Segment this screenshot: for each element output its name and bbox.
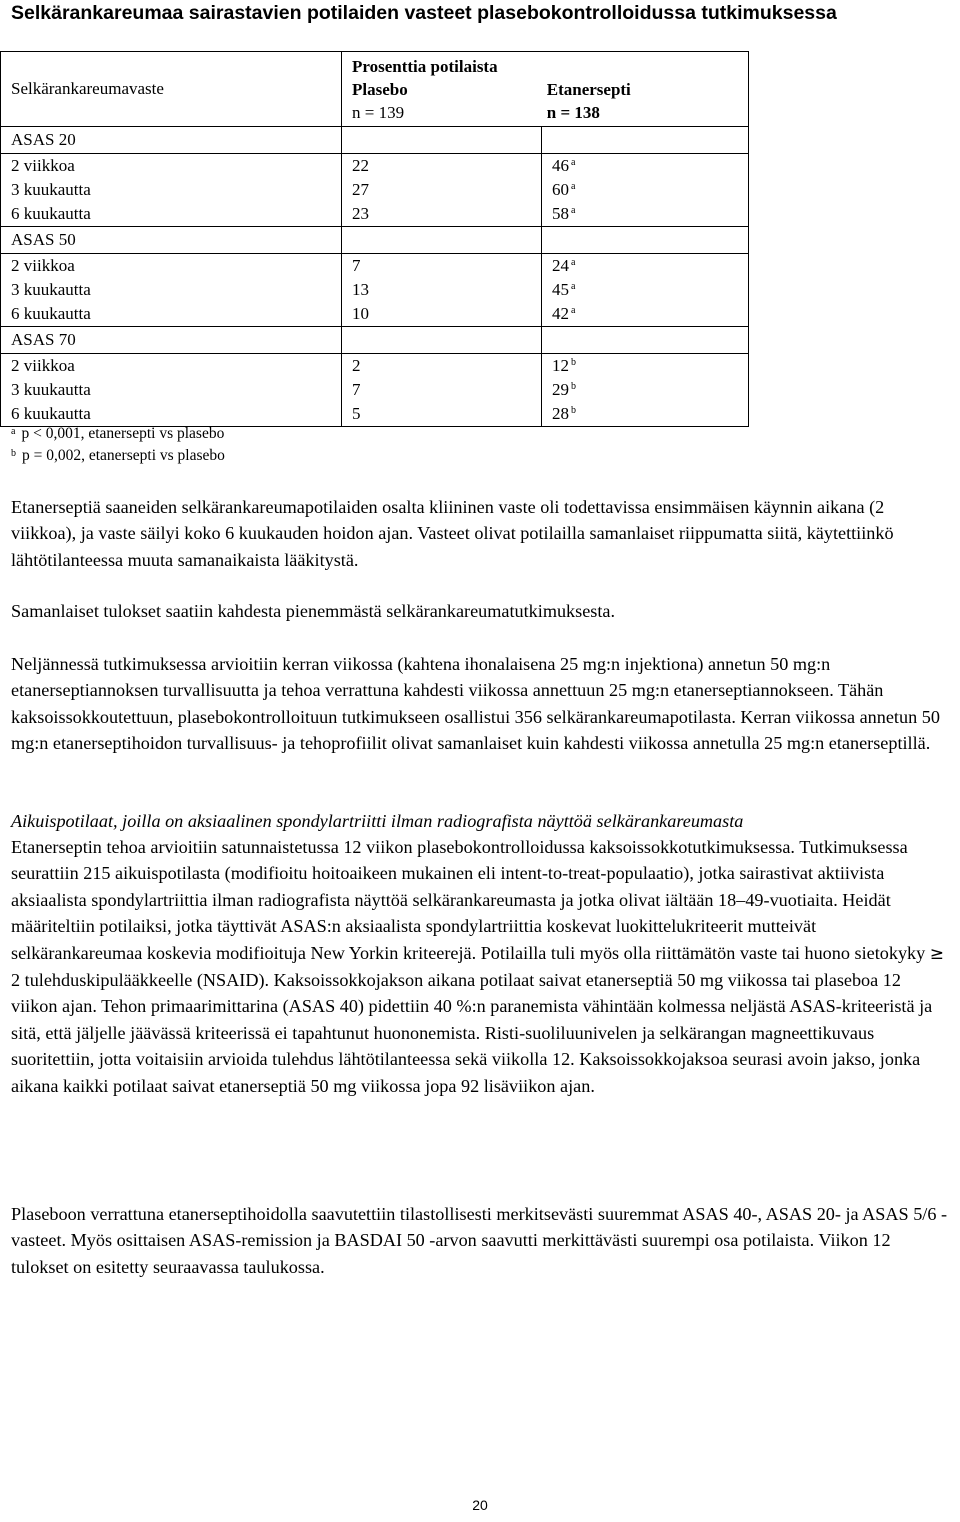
group-empty-cell xyxy=(542,227,749,254)
table-row xyxy=(1,178,749,202)
greater-equal-symbol: ≥ xyxy=(929,943,945,964)
placebo-cell: 7 xyxy=(342,254,542,279)
placebo-cell: 7 xyxy=(342,378,542,402)
placebo-cell: 27 xyxy=(342,178,542,202)
group-empty-cell xyxy=(342,227,542,254)
etanercept-cell xyxy=(542,302,749,327)
response-table xyxy=(0,51,749,427)
etanercept-value: 24 xyxy=(552,256,569,275)
footnote-b xyxy=(11,445,225,467)
placebo-header: Plasebo xyxy=(352,79,408,99)
time-cell: 3 kuukautta xyxy=(1,278,342,302)
time-cell: 6 kuukautta xyxy=(1,202,342,227)
etanercept-cell xyxy=(542,354,749,379)
footnote-text: p < 0,001, etanersepti vs plasebo xyxy=(21,425,225,442)
etanercept-cell xyxy=(542,254,749,279)
footnote-mark: b xyxy=(11,447,16,459)
table-row xyxy=(1,154,749,179)
etanercept-value: 28 xyxy=(552,404,569,423)
placebo-cell: 10 xyxy=(342,302,542,327)
paragraph-text-part: Etanerseptin tehoa arvioitiin satunnaistetussa 12 viikon plasebokontrolloidussa kaksoissokkotutkimuksessa. Tutkimuksessa seurattiin 215 aikuispotilasta (modifioitu hoitoaikeen mukainen eli intent-to-treat-populaatio), jotka sairastivat aktiivista aksiaalista spondylartriittia ilman radiografista näyttöä selkärankareumasta ja jotka olivat iältään 18–49-vuotiaita. Heidät määriteltiin potilaiksi, jotka täyttivät ASAS:n aksiaalista spondylartriittia koskevat luokittelukriteerit mutteivät selkärankareumaa koskevia modifioituja New Yorkin kriteerejä. Potilailla tuli myös olla riittämätön vaste tai huono sietokyky xyxy=(11,837,930,963)
paragraph-axial-spa-study xyxy=(11,834,951,1099)
etanercept-cell xyxy=(542,378,749,402)
group-row-asas20 xyxy=(1,127,749,154)
paragraph-smaller-studies: Samanlaiset tulokset saatiin kahdesta pienemmästä selkärankareumatutkimuksesta. xyxy=(11,601,616,621)
time-cell: 3 kuukautta xyxy=(1,178,342,202)
significance-mark: a xyxy=(571,157,576,168)
etanercept-n: n = 138 xyxy=(546,102,600,122)
etanercept-cell xyxy=(542,278,749,302)
paragraph-fourth-study: Neljännessä tutkimuksessa arvioitiin kerran viikossa (kahtena ihonalaisena 25 mg:n injektiona) annetun 50 mg:n etanerseptiannoksen turvallisuutta ja tehoa verrattuna kahdesti viikossa annettuun 25 mg:n etanerseptiannokseen. Tähän kaksoissokkoutettuun, plasebokontrolloituun tutkimukseen osallistui 356 selkärankareumapotilasta. Kerran viikossa annetun 50 mg:n etanerseptihoidon turvallisuus- ja tehoprofiilit olivat samanlaiset kuin kahdesti viikossa annetulla 25 mg:n etanerseptillä. xyxy=(11,654,940,754)
etanercept-value: 29 xyxy=(552,380,569,399)
placebo-cell: 22 xyxy=(342,154,542,179)
paragraph-text-part: 2 tulehduskipulääkkeelle (NSAID). Kaksoissokkojakson aikana potilaat saivat etanerseptiä 50 mg viikossa tai plaseboa 12 viikon ajan. Tehon primaarimittarina (ASAS 40) pidettiin 40 %:n paranemista vähintään kolmessa neljästä ASAS-kriteeristä ja sitä, että jäljelle jäävässä kriteerissä ei tapahtunut huononemista. Risti-suoliluunivelen ja selkärangan magneettikuvaus suoritettiin, jotta voitaisiin arvioida tulehdus lähtötilanteessa sekä viikolla 12. Kaksoissokkojaksoa seurasi avoin jakso, jonka aikana kaikki potilaat saivat etanerseptiä 50 mg viikossa jopa 92 lisäviikon ajan. xyxy=(11,970,933,1096)
group-empty-cell xyxy=(542,327,749,354)
table-row xyxy=(1,378,749,402)
etanercept-value: 58 xyxy=(552,204,569,223)
table-row xyxy=(1,202,749,227)
placebo-cell: 5 xyxy=(342,402,542,427)
time-cell: 3 kuukautta xyxy=(1,378,342,402)
etanercept-value: 46 xyxy=(552,156,569,175)
group-label: ASAS 20 xyxy=(1,127,342,154)
time-cell: 2 viikkoa xyxy=(1,254,342,279)
time-cell: 2 viikkoa xyxy=(1,154,342,179)
significance-mark: b xyxy=(571,381,576,392)
table-footnotes xyxy=(11,423,225,466)
significance-mark: b xyxy=(571,405,576,416)
table-row xyxy=(1,278,749,302)
paragraph-results-summary: Plaseboon verrattuna etanerseptihoidolla saavutettiin tilastollisesti merkitsevästi suuremmat ASAS 40-, ASAS 20- ja ASAS 5/6 -vasteet. Myös osittaisen ASAS-remission ja BASDAI 50 -arvon saavutti merkittävästi suurempi osa potilaista. Viikon 12 tulokset on esitetty seuraavassa taulukossa. xyxy=(11,1204,948,1277)
paragraph-response-onset: Etanerseptiä saaneiden selkärankareumapotilaiden osalta kliininen vaste oli todettavissa ensimmäisen käynnin aikana (2 viikkoa), ja vaste säilyi koko 6 kuukauden hoidon ajan. Vasteet olivat potilailla samanlaiset riippumatta siitä, käytettiinkö lähtötilanteessa muuta samanaikaista lääkitystä. xyxy=(11,497,894,570)
footnote-a xyxy=(11,423,225,445)
placebo-cell: 2 xyxy=(342,354,542,379)
time-cell: 6 kuukautta xyxy=(1,402,342,427)
time-cell: 6 kuukautta xyxy=(1,302,342,327)
group-row-asas50 xyxy=(1,227,749,254)
column-header-response-label: Selkärankareumavaste xyxy=(11,79,164,98)
significance-mark: b xyxy=(571,357,576,368)
etanercept-header: Etanersepti xyxy=(546,79,631,99)
placebo-cell: 23 xyxy=(342,202,542,227)
table-header-row xyxy=(1,52,749,127)
etanercept-cell xyxy=(542,154,749,179)
column-header-response xyxy=(1,52,342,127)
footnote-mark: a xyxy=(11,426,16,437)
etanercept-value: 42 xyxy=(552,304,569,323)
group-empty-cell xyxy=(342,127,542,154)
time-cell: 2 viikkoa xyxy=(1,354,342,379)
section-heading-axial-spa: Aikuispotilaat, joilla on aksiaalinen spondylartriitti ilman radiografista näyttöä selkärankareumasta xyxy=(11,811,744,831)
significance-mark: a xyxy=(571,181,576,192)
etanercept-value: 45 xyxy=(552,280,569,299)
group-row-asas70 xyxy=(1,327,749,354)
footnote-text: p = 0,002, etanersepti vs plasebo xyxy=(22,446,225,464)
group-empty-cell xyxy=(542,127,749,154)
etanercept-value: 60 xyxy=(552,180,569,199)
group-label: ASAS 70 xyxy=(1,327,342,354)
significance-mark: a xyxy=(571,281,576,292)
significance-mark: a xyxy=(571,205,576,216)
placebo-cell: 13 xyxy=(342,278,542,302)
etanercept-cell xyxy=(542,202,749,227)
group-label: ASAS 50 xyxy=(1,227,342,254)
placebo-n: n = 139 xyxy=(352,102,405,122)
column-header-group xyxy=(342,52,749,127)
significance-mark: a xyxy=(571,257,576,268)
page-number: 20 xyxy=(472,1497,488,1513)
table-row xyxy=(1,354,749,379)
table-row xyxy=(1,302,749,327)
table-row xyxy=(1,254,749,279)
group-empty-cell xyxy=(342,327,542,354)
significance-mark: a xyxy=(571,305,576,316)
etanercept-cell xyxy=(542,178,749,202)
page-title: Selkärankareumaa sairastavien potilaiden vasteet plasebokontrolloidussa tutkimuksessa xyxy=(11,2,837,24)
etanercept-value: 12 xyxy=(552,356,569,375)
group-header-percent: Prosenttia potilaista xyxy=(352,56,498,76)
etanercept-cell xyxy=(542,402,749,427)
